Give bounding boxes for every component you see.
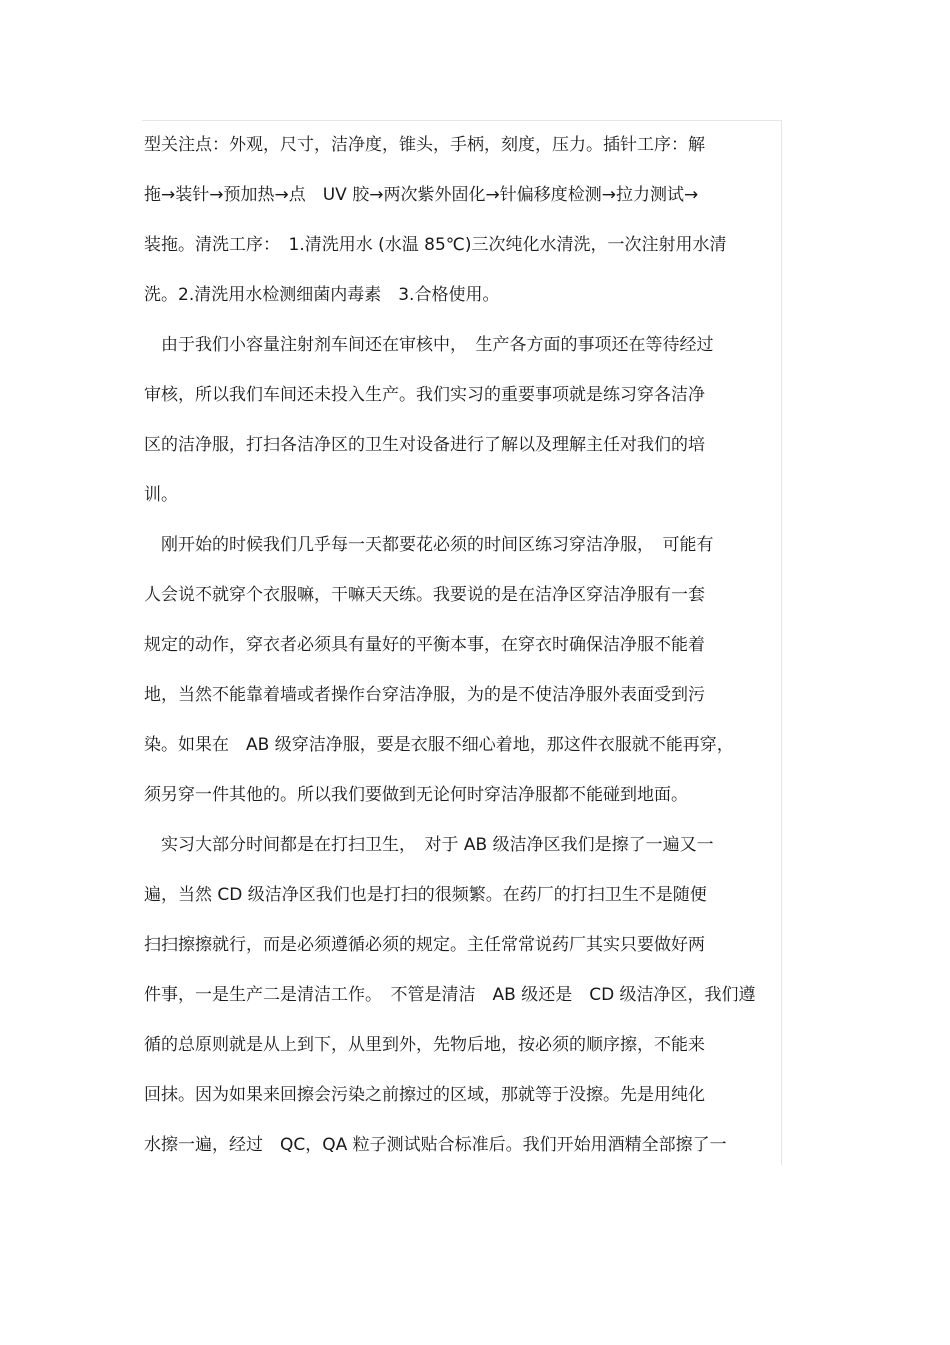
text-line: 水擦一遍，经过 QC，QA 粒子测试贴合标准后。我们开始用酒精全部擦了一 (144, 1135, 727, 1155)
text-line: 须另穿一件其他的。所以我们要做到无论何时穿洁净服都不能碰到地面。 (144, 785, 688, 805)
text-line: 扫扫擦擦就行，而是必须遵循必须的规定。主任常常说药厂其实只要做好两 (144, 935, 705, 955)
text-line: 地，当然不能靠着墙或者操作台穿洁净服，为的是不使洁净服外表面受到污 (144, 685, 705, 705)
text-line: 审核，所以我们车间还未投入生产。我们实习的重要事项就是练习穿各洁净 (144, 385, 705, 405)
text-line: 规定的动作，穿衣者必须具有量好的平衡本事，在穿衣时确保洁净服不能着 (144, 635, 705, 655)
text-line: 刚开始的时候我们几乎每一天都要花必须的时间区练习穿洁净服， 可能有 (144, 535, 714, 555)
text-line: 回抹。因为如果来回擦会污染之前擦过的区域，那就等于没擦。先是用纯化 (144, 1085, 705, 1105)
text-line: 人会说不就穿个衣服嘛，干嘛天天练。我要说的是在洁净区穿洁净服有一套 (144, 585, 705, 605)
text-line: 区的洁净服，打扫各洁净区的卫生对设备进行了解以及理解主任对我们的培 (144, 435, 705, 455)
text-line: 由于我们小容量注射剂车间还在审核中， 生产各方面的事项还在等待经过 (144, 335, 714, 355)
text-line: 训。 (144, 485, 178, 505)
text-line: 循的总原则就是从上到下，从里到外，先物后地，按必须的顺序擦，不能来 (144, 1035, 705, 1055)
text-line: 染。如果在 AB 级穿洁净服，要是衣服不细心着地，那这件衣服就不能再穿， (144, 735, 734, 755)
text-line: 装拖。清洗工序： 1.清洗用水 (水温 85℃)三次纯化水清洗，一次注射用水清 (144, 235, 727, 255)
text-line: 洗。2.清洗用水检测细菌内毒素 3.合格使用。 (144, 285, 500, 305)
text-line: 拖→装针→预加热→点 UV 胶→两次紫外固化→针偏移度检测→拉力测试→ (144, 185, 699, 205)
text-line: 实习大部分时间都是在打扫卫生， 对于 AB 级洁净区我们是擦了一遍又一 (144, 835, 714, 855)
text-line: 遍，当然 CD 级洁净区我们也是打扫的很频繁。在药厂的打扫卫生不是随便 (144, 885, 707, 905)
document-body (144, 120, 794, 1170)
text-line: 件事，一是生产二是清洁工作。 不管是清洁 AB 级还是 CD 级洁净区，我们遵 (144, 985, 756, 1005)
text-line: 型关注点：外观，尺寸，洁净度，锥头，手柄，刻度，压力。插针工序：解 (144, 135, 705, 155)
